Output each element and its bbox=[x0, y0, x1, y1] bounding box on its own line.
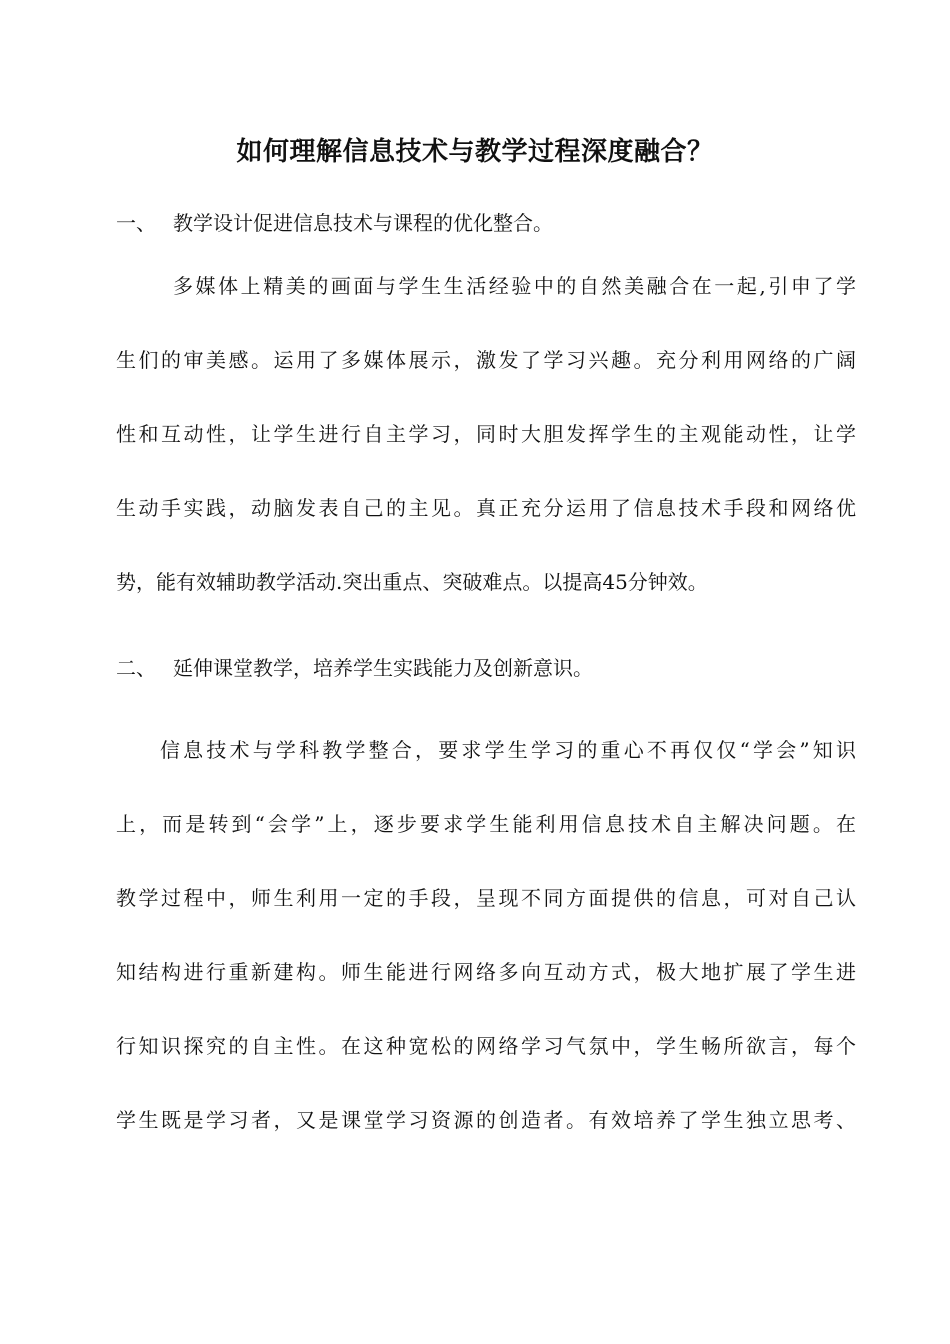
section-heading-2 bbox=[116, 653, 856, 683]
document-title: 如何理解信息技术与教学过程深度融合？ bbox=[236, 137, 714, 167]
paragraph-line: 知结构进行重新建构。师生能进行网络多向互动方式，极大地扩展了学生进 bbox=[116, 960, 856, 984]
section-heading-text-1: 教学设计促进信息技术与课程的优化整合。 bbox=[173, 211, 553, 235]
paragraph-line: 行知识探究的自主性。在这种宽松的网络学习气氛中，学生畅所欲言，每个 bbox=[116, 1034, 856, 1058]
paragraph-line: 多媒体上精美的画面与学生生活经验中的自然美融合在一起,引申了学 bbox=[173, 274, 856, 298]
section-heading-text-2: 延伸课堂教学，培养学生实践能力及创新意识。 bbox=[173, 656, 593, 680]
paragraph-line: 生们的审美感。运用了多媒体展示，激发了学习兴趣。充分利用网络的广阔 bbox=[116, 348, 856, 372]
paragraph-line: 学生既是学习者，又是课堂学习资源的创造者。有效培养了学生独立思考、 bbox=[116, 1108, 856, 1132]
section-heading-1 bbox=[116, 208, 856, 238]
paragraph-line: 信息技术与学科教学整合，要求学生学习的重心不再仅仅“学会”知识 bbox=[160, 738, 856, 762]
paragraph-line: 生动手实践，动脑发表自己的主见。真正充分运用了信息技术手段和网络优 bbox=[116, 496, 856, 520]
section-number-2: 二、 bbox=[116, 656, 156, 680]
section-number-1: 一、 bbox=[116, 211, 156, 235]
paragraph-line: 性和互动性，让学生进行自主学习，同时大胆发挥学生的主观能动性，让学 bbox=[116, 422, 856, 446]
section-paragraph-1 bbox=[116, 271, 856, 641]
paragraph-line: 上，而是转到“会学”上，逐步要求学生能利用信息技术自主解决问题。在 bbox=[116, 812, 856, 836]
paragraph-line: 教学过程中，师生利用一定的手段，呈现不同方面提供的信息，可对自己认 bbox=[116, 886, 856, 910]
paragraph-line: 势，能有效辅助教学活动.突出重点、突破难点。以提高45分钟效。 bbox=[116, 570, 708, 594]
section-paragraph-2 bbox=[116, 735, 856, 1179]
